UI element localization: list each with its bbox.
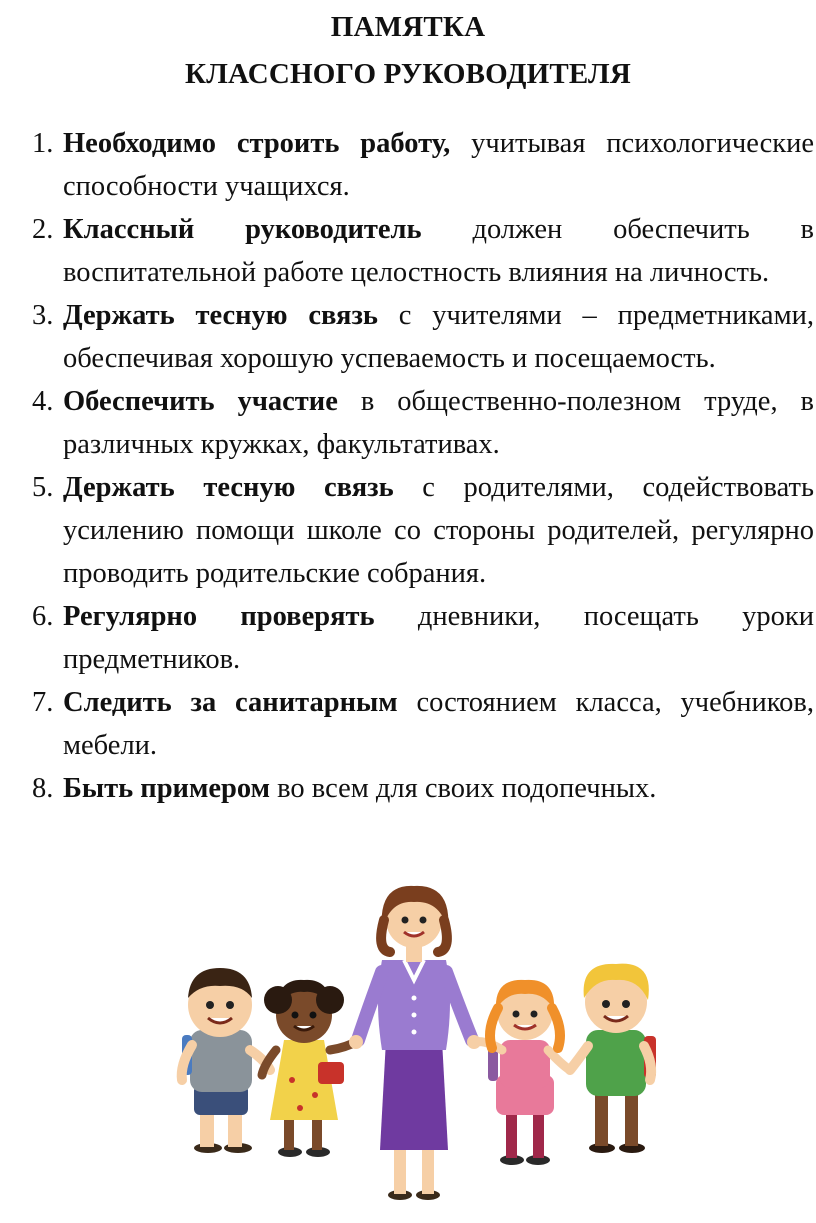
memo-item-lead: Регулярно проверять [63, 601, 375, 632]
memo-item [32, 208, 814, 294]
memo-item [32, 681, 814, 767]
memo-item-number: 5. [32, 472, 54, 503]
memo-item-number: 4. [32, 386, 54, 417]
title-line-1: ПАМЯТКА [330, 11, 486, 43]
memo-item-text [63, 466, 814, 595]
memo-item-lead: Держать тесную связь [63, 472, 394, 503]
memo-item [32, 767, 814, 810]
memo-item-rest: дневники, посещать уроки предметников. [63, 601, 814, 675]
memo-item-text [63, 122, 814, 208]
memo-item-number: 6. [32, 601, 54, 632]
memo-item-number: 3. [32, 300, 54, 331]
boy-left-figure [182, 968, 270, 1153]
boy-right-figure [570, 964, 656, 1153]
page-title [0, 4, 816, 98]
memo-item-text [63, 681, 814, 767]
memo-item-number: 8. [32, 773, 54, 804]
memo-item-lead: Необходимо строить работу, [63, 128, 451, 159]
teacher-figure [349, 886, 481, 1200]
memo-item-rest: с родителями, содействовать усилению помощи школе со стороны родителей, регулярно проводить родительские собрания. [63, 472, 814, 589]
girl-yellow-dress-figure [262, 980, 360, 1157]
memo-item-rest: в общественно-полезном труде, в различных кружках, факультативах. [63, 386, 814, 460]
memo-item-text [63, 767, 814, 810]
memo-item [32, 294, 814, 380]
memo-item [32, 380, 814, 466]
memo-item-text [63, 380, 814, 466]
memo-item-number: 7. [32, 687, 54, 718]
memo-item-lead: Обеспечить участие [63, 386, 338, 417]
memo-item-number: 2. [32, 214, 54, 245]
memo-item [32, 466, 814, 595]
memo-item-text [63, 294, 814, 380]
memo-item-number: 1. [32, 128, 54, 159]
memo-list [32, 122, 814, 810]
memo-item-lead: Быть примером [63, 773, 271, 804]
memo-item-lead: Классный руководитель [63, 214, 422, 245]
memo-item-lead: Держать тесную связь [63, 300, 378, 331]
memo-item-rest: должен обеспечить в воспитательной работе целостность влияния на личность. [63, 214, 815, 288]
memo-item [32, 595, 814, 681]
girl-pink-top-figure [476, 980, 570, 1165]
memo-item [32, 122, 814, 208]
title-line-2: КЛАССНОГО РУКОВОДИТЕЛЯ [184, 58, 632, 90]
memo-item-text [63, 595, 814, 681]
memo-item-rest: состоянием класса, учебников, мебели. [63, 687, 814, 761]
memo-item-text [63, 208, 814, 294]
memo-item-rest: с учителями – предметниками, обеспечивая хорошую успеваемость и посещаемость. [63, 300, 814, 374]
memo-item-rest: учитывая психологические способности учащихся. [63, 128, 814, 202]
memo-item-rest: во всем для своих подопечных. [270, 773, 657, 804]
memo-item-lead: Следить за санитарным [63, 687, 398, 718]
teacher-with-children-illustration [150, 880, 670, 1210]
